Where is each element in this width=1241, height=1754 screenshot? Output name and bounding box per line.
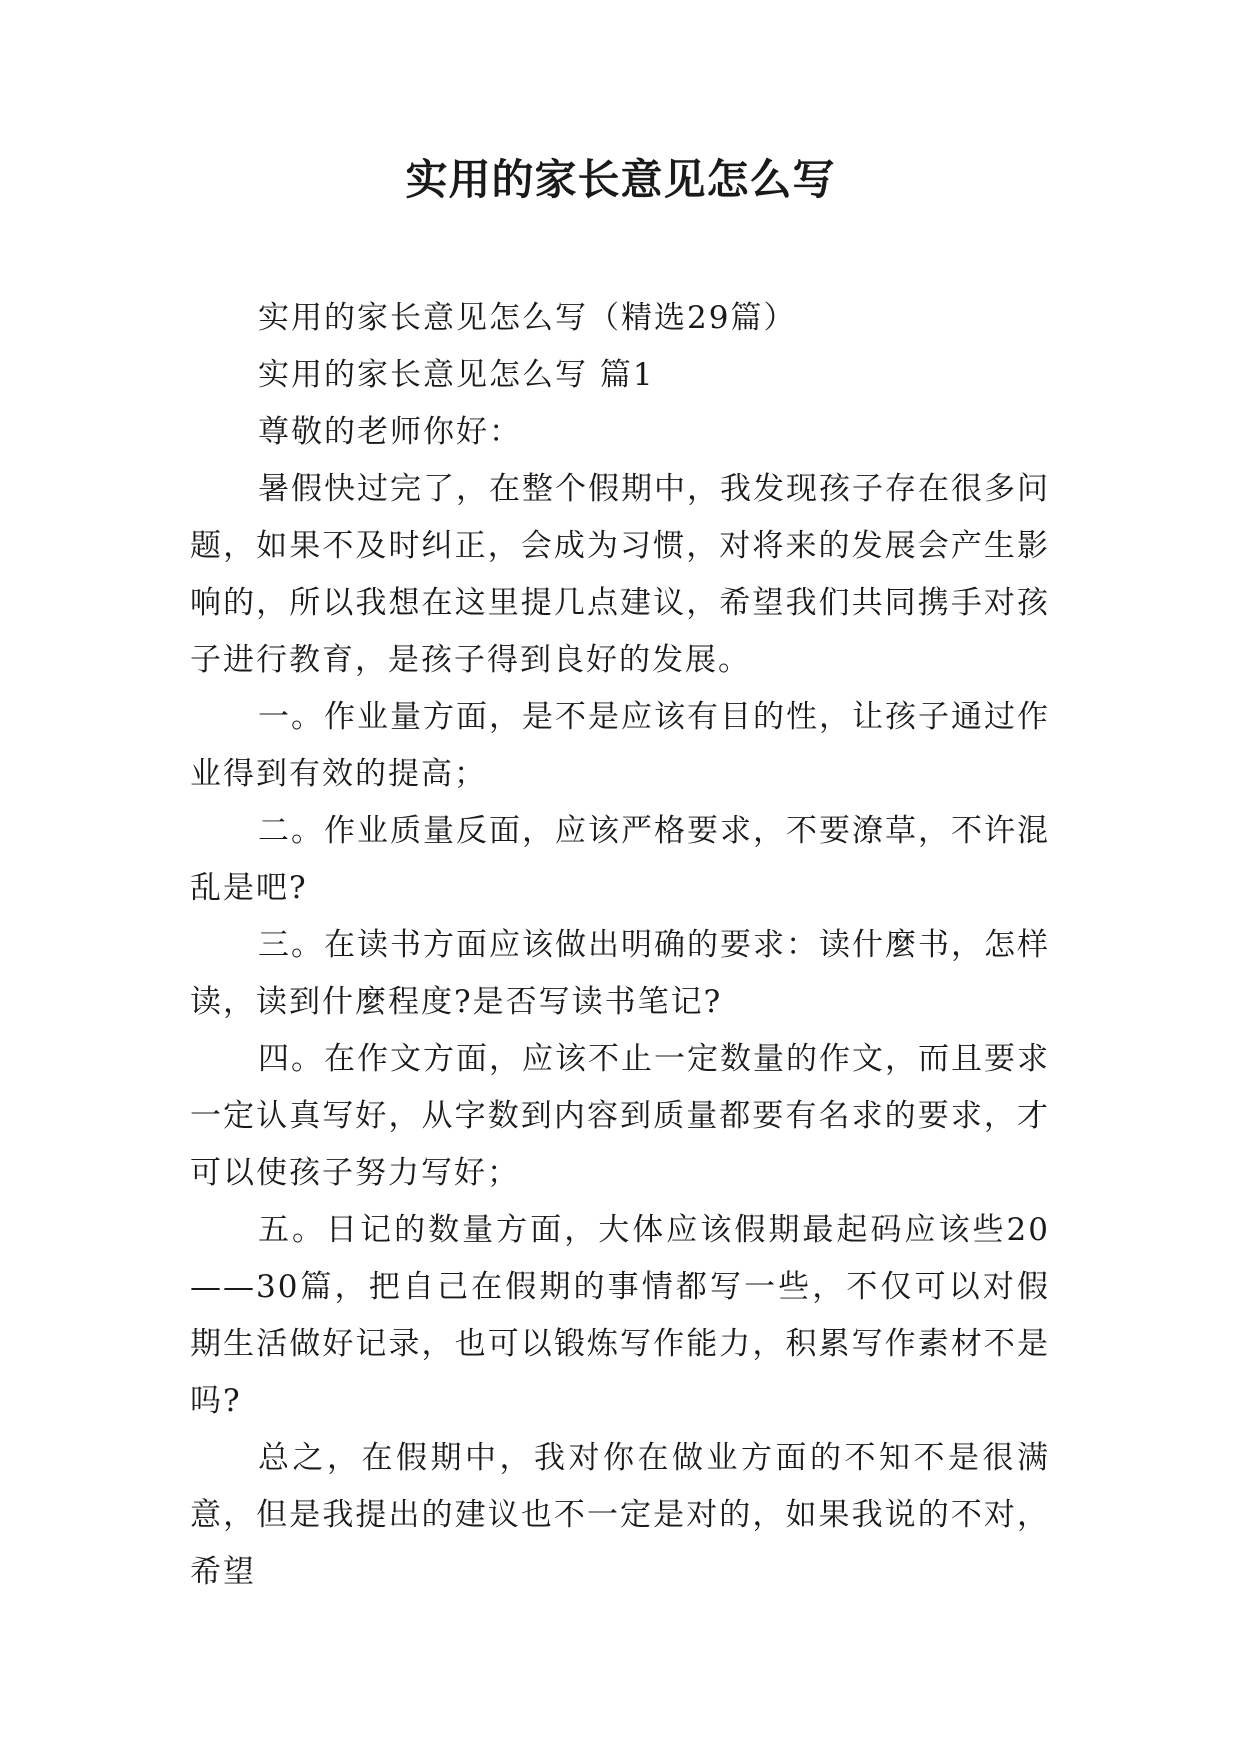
paragraph-point-3: 三。在读书方面应该做出明确的要求：读什麼书，怎样读，读到什麼程度?是否写读书笔记? [190, 927, 1050, 1020]
paragraph-subtitle: 实用的家长意见怎么写（精选29篇） [258, 300, 797, 336]
paragraph-salutation: 尊敬的老师你好： [258, 414, 522, 450]
paragraph-point-5: 五。日记的数量方面，大体应该假期最起码应该些20——30篇，把自己在假期的事情都写一些，不仅可以对假期生活做好记录，也可以锻炼写作能力，积累写作素材不是吗? [190, 1212, 1050, 1419]
document-body [190, 290, 1050, 1601]
paragraph-point-4: 四。在作文方面，应该不止一定数量的作文，而且要求一定认真写好，从字数到内容到质量都要有名求的要求，才可以使孩子努力写好； [190, 1041, 1050, 1191]
document-title: 实用的家长意见怎么写 [405, 155, 836, 204]
paragraph-point-1: 一。作业量方面，是不是应该有目的性，让孩子通过作业得到有效的提高； [190, 699, 1050, 792]
paragraph-section-heading: 实用的家长意见怎么写 篇1 [258, 357, 655, 393]
paragraph-conclusion: 总之，在假期中，我对你在做业方面的不知不是很满意，但是我提出的建议也不一定是对的，如果我说的不对，希望 [190, 1440, 1050, 1590]
paragraph-intro: 暑假快过完了，在整个假期中，我发现孩子存在很多问题，如果不及时纠正，会成为习惯，对将来的发展会产生影响的，所以我想在这里提几点建议，希望我们共同携手对孩子进行教育，是孩子得到良好的发展。 [190, 471, 1050, 678]
paragraph-point-2: 二。作业质量反面，应该严格要求，不要潦草，不许混乱是吧? [190, 813, 1050, 906]
